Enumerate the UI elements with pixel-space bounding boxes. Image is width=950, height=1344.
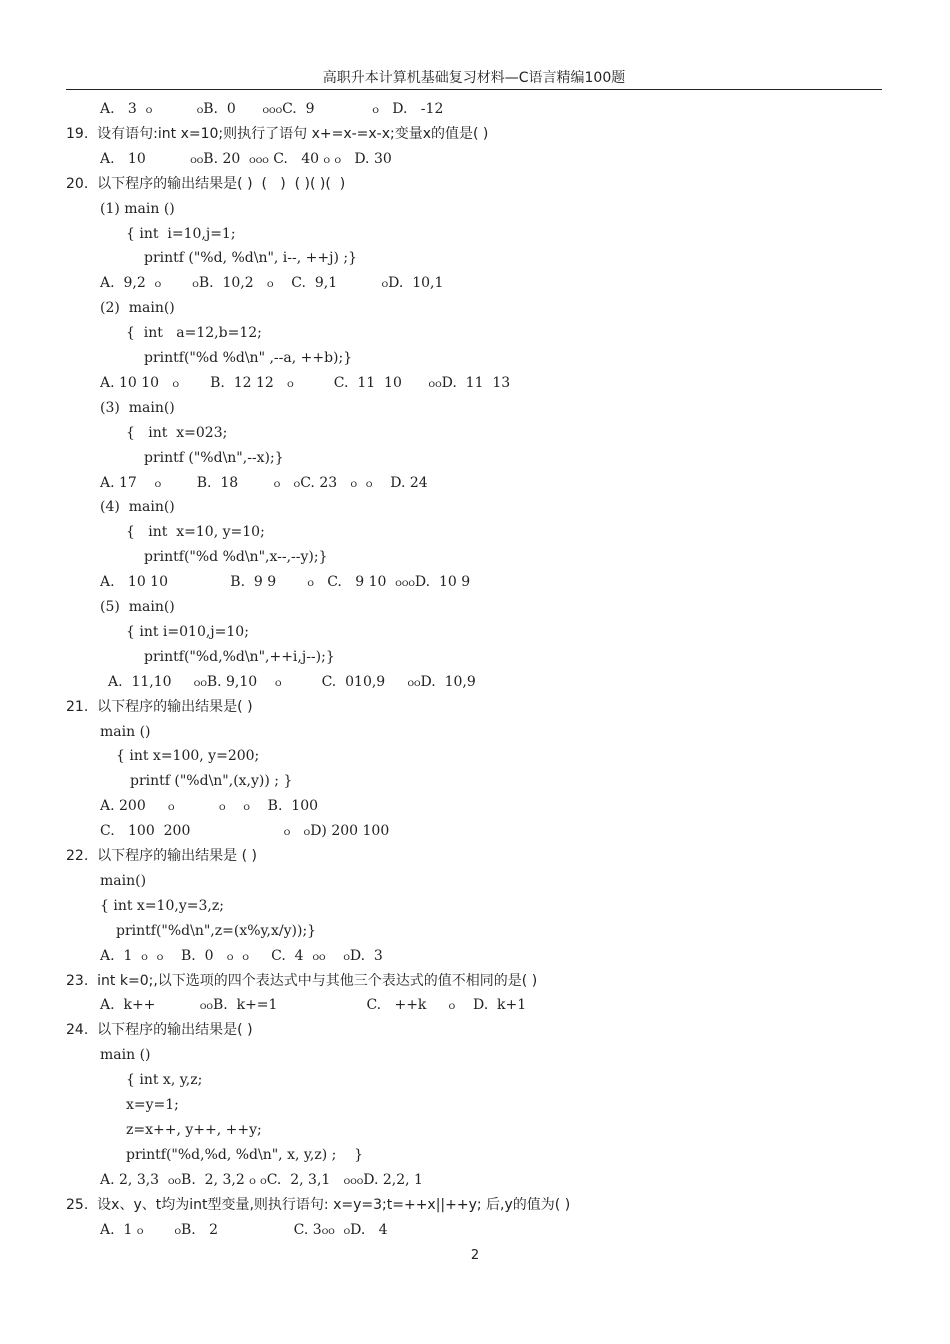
text-line: A. 11,10 ჿჿB. 9,10 ჿ C. 010,9 ჿჿD. 10,9	[108, 673, 476, 690]
text-line: z=x++, y++, ++y;	[126, 1121, 262, 1138]
text-line: (1) main ()	[100, 200, 175, 217]
text-line: A. 17 ჿ B. 18 ჿ ჿC. 23 ჿ ჿ D. 24	[100, 474, 428, 491]
text-line: A. 200 ჿ ჿ ჿ B. 100	[100, 798, 319, 815]
text-line: x=y=1;	[126, 1097, 179, 1113]
text-line: { int x=023;	[126, 424, 228, 441]
text-line: printf("%d %d\n",x--,--y);}	[144, 549, 328, 566]
text-line: main ()	[100, 723, 151, 740]
text-line: 24. 以下程序的输出结果是( )	[66, 1022, 253, 1039]
text-line: printf("%d,%d, %d\n", x, y,z) ; }	[126, 1146, 364, 1163]
text-line: { int x=10,y=3,z;	[100, 897, 224, 914]
text-line: 23. int k=0;,以下选项的四个表达式中与其他三个表达式的值不相同的是( )	[66, 972, 538, 989]
text-line: (3) main()	[100, 399, 175, 416]
text-line: 21. 以下程序的输出结果是( )	[66, 698, 253, 715]
text-line: (2) main()	[100, 300, 175, 317]
text-line: main ()	[100, 1047, 151, 1064]
text-line: A. k++ ჿჿB. k+=1 C. ++k ჿ D. k+1	[100, 997, 527, 1014]
text-line: A. 1 ჿ ჿ B. 0 ჿ ჿ C. 4 ჿჿ ჿD. 3	[100, 947, 383, 964]
text-line: (5) main()	[100, 599, 175, 615]
page-header-title: 高职升本计算机基础复习材料—C语言精编100题	[322, 70, 626, 86]
text-line: { int i=10,j=1;	[126, 225, 236, 242]
text-line: 25. 设x、y、t均为int型变量,则执行语句: x=y=3;t=++x||++y; 后,y的值为( )	[66, 1196, 571, 1213]
text-line: A. 9,2 ჿ ჿB. 10,2 ჿ C. 9,1 ჿD. 10,1	[100, 275, 444, 292]
text-line: 22. 以下程序的输出结果是 ( )	[66, 848, 257, 864]
text-line: A. 1 ჿ ჿB. 2 C. 3ჿჿ ჿD. 4	[100, 1221, 388, 1238]
text-line: printf ("%d\n",(x,y)) ; }	[130, 773, 293, 790]
text-line: 20. 以下程序的输出结果是( ) ( ) ( )( )( )	[66, 175, 346, 192]
text-line: A. 10 10 ჿ B. 12 12 ჿ C. 11 10 ჿჿD. 11 13	[100, 374, 511, 391]
text-line: { int a=12,b=12;	[126, 325, 262, 342]
text-line: A. 2, 3,3 ჿჿB. 2, 3,2 ჿ ჿC. 2, 3,1 ჿჿჿD. 2,2, 1	[100, 1171, 423, 1188]
text-line: A. 10 ჿჿB. 20 ჿჿჿ C. 40 ჿ ჿ D. 30	[100, 150, 392, 167]
text-line: printf("%d %d\n" ,--a, ++b);}	[144, 350, 353, 366]
text-line: (4) main()	[100, 499, 175, 516]
text-line: 19. 设有语句:int x=10;则执行了语句 x+=x-=x-x;变量x的值是( )	[66, 125, 489, 142]
text-line: printf("%d,%d\n",++i,j--);}	[144, 648, 335, 665]
text-line: { int x=100, y=200;	[116, 748, 260, 765]
text-line: printf ("%d\n",--x);}	[144, 449, 284, 466]
text-line: { int x, y,z;	[126, 1072, 203, 1089]
text-line: A. 3 ჿ ჿB. 0 ჿჿჿC. 9 ჿ D. -12	[100, 101, 444, 117]
text-line: A. 10 10 B. 9 9 ჿ C. 9 10 ჿჿჿD. 10 9	[100, 574, 471, 591]
text-line: C. 100 200 ჿ ჿD) 200 100	[100, 823, 390, 840]
text-line: { int i=010,j=10;	[126, 623, 249, 640]
text-line: printf("%d\n",z=(x%y,x/y));}	[116, 922, 317, 939]
text-line: { int x=10, y=10;	[126, 524, 265, 541]
text-line: printf ("%d, %d\n", i--, ++j) ;}	[144, 250, 357, 267]
page-number: 2	[470, 1248, 480, 1263]
text-line: main()	[100, 872, 147, 889]
